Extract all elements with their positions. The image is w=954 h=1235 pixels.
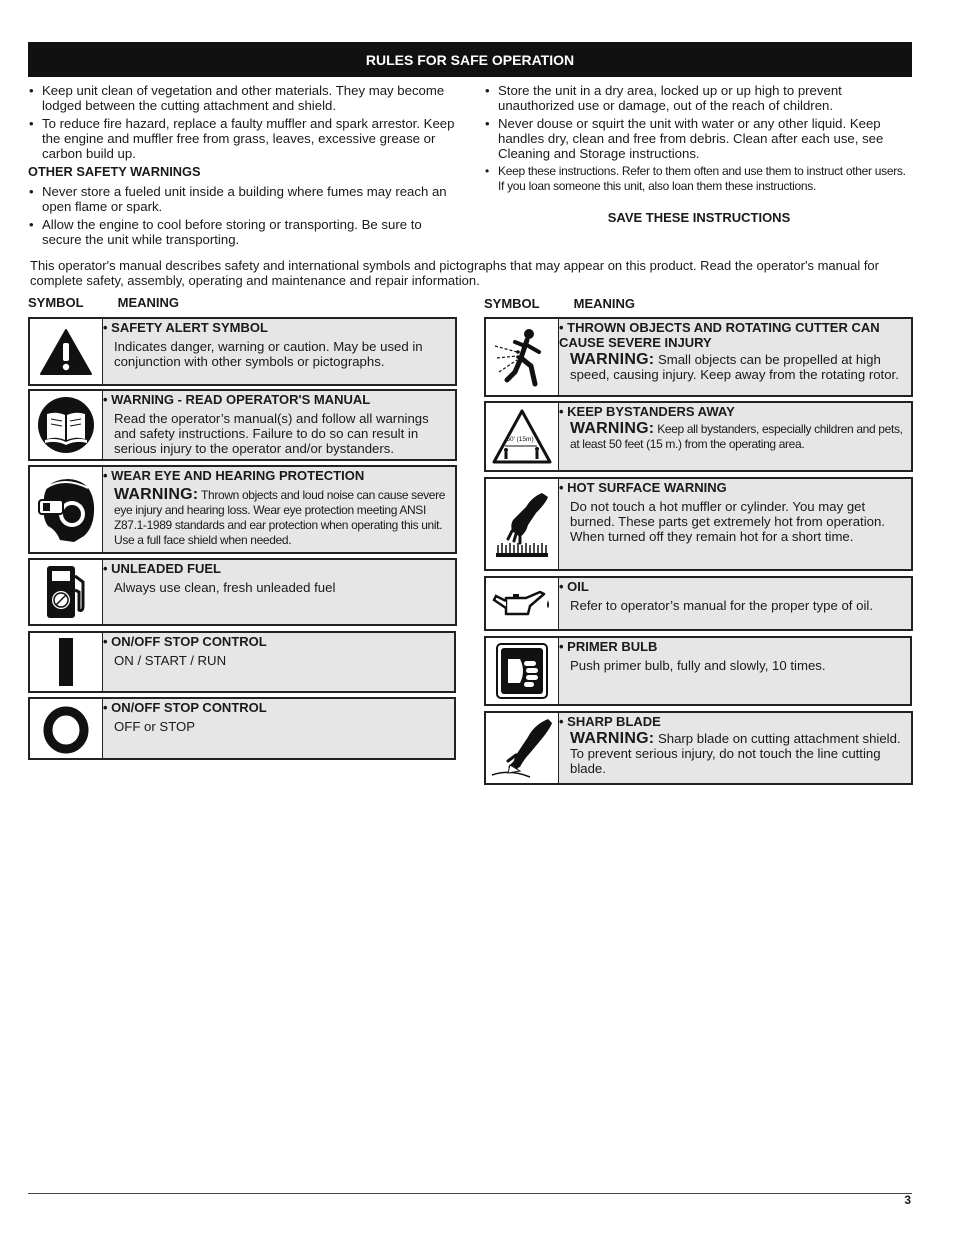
oil-can-icon bbox=[486, 578, 559, 629]
left-bullet-list bbox=[28, 83, 458, 161]
meaning-column-label: MEANING bbox=[117, 295, 180, 310]
save-instructions: SAVE THESE INSTRUCTIONS bbox=[607, 210, 791, 225]
symbol-title: • KEEP BYSTANDERS AWAY bbox=[559, 404, 907, 419]
list-item: • Keep unit clean of vegetation and other materials. They may become lodged between the cutting attachment and shield. bbox=[28, 83, 458, 113]
off-symbol-icon bbox=[30, 699, 103, 758]
symbol-table-header-right bbox=[484, 296, 635, 311]
right-bullet-list bbox=[484, 83, 914, 194]
primer-bulb-icon bbox=[486, 638, 559, 704]
symbol-description: Refer to operator’s manual for the proper type of oil. bbox=[570, 598, 873, 613]
symbol-description-text: Small objects can be propelled at high speed, causing injury. Keep away from the rotating rotor. bbox=[570, 352, 899, 382]
eye-ear-protection-icon bbox=[30, 467, 103, 552]
warning-label: WARNING: bbox=[114, 486, 199, 503]
operator-manual-icon bbox=[30, 391, 103, 459]
symbol-title: • SAFETY ALERT SYMBOL bbox=[103, 320, 451, 335]
symbol-description: Always use clean, fresh unleaded fuel bbox=[114, 580, 336, 595]
list-item: • Keep these instructions. Refer to them often and use them to instruct other users. If you loan someone this unit, also loan them these instructions. bbox=[484, 164, 914, 194]
bystander-distance-label: 50' (15m) bbox=[506, 435, 534, 443]
sharp-blade-icon bbox=[486, 713, 559, 783]
symbol-description: Do not touch a hot muffler or cylinder. You may get burned. These parts get extremely hot from operation. When turned off they remain hot for a short time. bbox=[570, 499, 885, 544]
intro-paragraph: This operator's manual describes safety and international symbols and pictographs that may appear on this product. Read the operator's manual for complete safety, assembly, operating and maintenance and repair information. bbox=[30, 258, 879, 288]
section-title: RULES FOR SAFE OPERATION bbox=[365, 51, 575, 68]
other-warnings-list bbox=[28, 184, 458, 247]
symbol-row-on-control bbox=[28, 631, 456, 693]
symbol-title: • WARNING - READ OPERATOR'S MANUAL bbox=[103, 392, 451, 407]
symbol-title: • HOT SURFACE WARNING bbox=[559, 480, 907, 495]
symbol-row-unleaded-fuel bbox=[28, 558, 457, 626]
symbol-column-label: SYMBOL bbox=[28, 295, 84, 310]
symbol-row-eye-hearing bbox=[28, 465, 457, 554]
symbol-table-header-left bbox=[28, 295, 179, 310]
symbol-description bbox=[559, 421, 907, 452]
symbol-title: • THROWN OBJECTS AND ROTATING CUTTER CAN CAUSE SEVERE INJURY bbox=[559, 320, 907, 350]
right-column bbox=[484, 83, 914, 225]
thrown-objects-icon bbox=[486, 319, 559, 395]
symbol-description bbox=[559, 731, 907, 776]
symbol-row-bystanders bbox=[484, 401, 913, 472]
warning-label: WARNING: bbox=[570, 730, 655, 747]
symbol-description: Indicates danger, warning or caution. May be used in conjunction with other symbols or pictographs. bbox=[114, 339, 423, 369]
symbol-description-text: Keep all bystanders, especially children and pets, at least 50 feet (15 m.) from the operating area. bbox=[570, 422, 903, 451]
left-column bbox=[28, 83, 458, 250]
list-item: • To reduce fire hazard, replace a faulty muffler and spark arrestor. Keep the engine and muffler free from grass, leaves, excessive grease or carbon build up. bbox=[28, 116, 458, 161]
page-number: 3 bbox=[904, 1193, 911, 1207]
symbol-row-hot-surface bbox=[484, 477, 913, 571]
symbol-description bbox=[559, 352, 907, 382]
symbol-row-sharp-blade bbox=[484, 711, 913, 785]
symbol-title: • ON/OFF STOP CONTROL bbox=[103, 700, 450, 715]
symbol-description: ON / START / RUN bbox=[114, 653, 227, 668]
symbol-description bbox=[103, 487, 451, 548]
hot-surface-icon bbox=[486, 479, 559, 569]
unleaded-fuel-icon bbox=[30, 560, 103, 624]
section-header bbox=[28, 42, 912, 77]
symbol-row-off-control bbox=[28, 697, 456, 760]
other-warnings-heading: OTHER SAFETY WARNINGS bbox=[28, 164, 201, 179]
symbol-title: • PRIMER BULB bbox=[559, 639, 906, 654]
warning-label: WARNING: bbox=[570, 420, 655, 437]
list-item: • Never douse or squirt the unit with water or any other liquid. Keep handles dry, clean and free from debris. Clean after each use, see Cleaning and Storage instructions. bbox=[484, 116, 914, 161]
symbol-row-primer-bulb bbox=[484, 636, 912, 706]
symbol-description-text: Sharp blade on cutting attachment shield. To prevent serious injury, do not touch the line cutting blade. bbox=[570, 731, 901, 776]
symbol-row-oil bbox=[484, 576, 913, 631]
symbol-title: • UNLEADED FUEL bbox=[103, 561, 451, 576]
list-item: • Allow the engine to cool before storing or transporting. Be sure to secure the unit while transporting. bbox=[28, 217, 458, 247]
symbol-description: OFF or STOP bbox=[114, 719, 196, 734]
footer-divider bbox=[28, 1193, 912, 1194]
list-item: • Store the unit in a dry area, locked up or up high to prevent unauthorized use or damage, out of the reach of children. bbox=[484, 83, 914, 113]
symbol-description: Read the operator’s manual(s) and follow all warnings and safety instructions. Failure to do so can result in serious injury to the operator and/or bystanders. bbox=[114, 411, 429, 456]
symbol-title: • WEAR EYE AND HEARING PROTECTION bbox=[103, 468, 451, 483]
safety-alert-icon bbox=[30, 319, 103, 384]
symbol-title: • SHARP BLADE bbox=[559, 714, 907, 729]
symbol-title: • ON/OFF STOP CONTROL bbox=[103, 634, 450, 649]
symbol-description: Push primer bulb, fully and slowly, 10 times. bbox=[570, 658, 826, 673]
symbol-row-read-manual bbox=[28, 389, 457, 461]
symbol-row-thrown-objects bbox=[484, 317, 913, 397]
symbol-row-safety-alert bbox=[28, 317, 457, 386]
list-item: • Never store a fueled unit inside a building where fumes may reach an open flame or spark. bbox=[28, 184, 458, 214]
symbol-description-text: Thrown objects and loud noise can cause severe eye injury and hearing loss. Wear eye protection meeting ANSI Z87.1-1989 standards and ear protection when operating this unit. Use a full face shield when needed. bbox=[114, 488, 446, 547]
symbol-title: • OIL bbox=[559, 579, 907, 594]
bystanders-icon bbox=[486, 403, 559, 470]
on-symbol-icon bbox=[30, 633, 103, 691]
warning-label: WARNING: bbox=[570, 351, 655, 368]
symbol-column-label: SYMBOL bbox=[484, 296, 540, 311]
meaning-column-label: MEANING bbox=[573, 296, 636, 311]
